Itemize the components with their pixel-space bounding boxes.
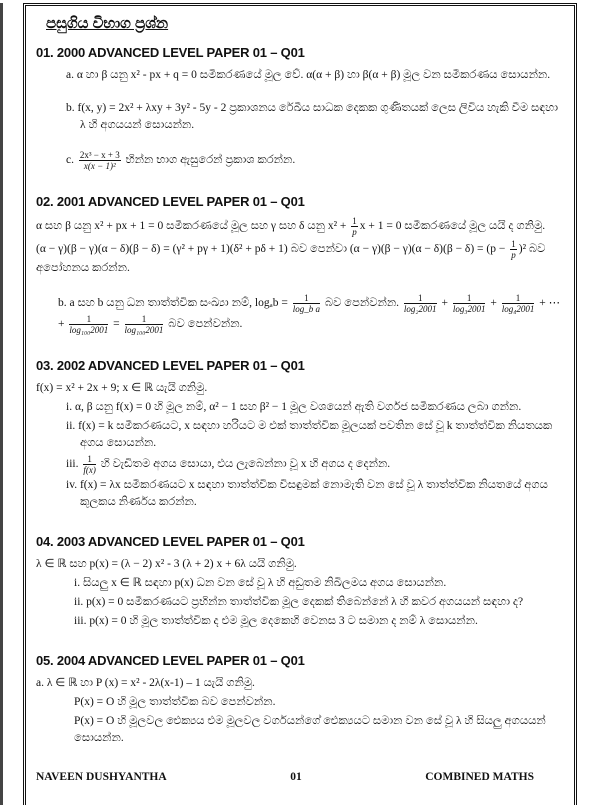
question-line [36,594,564,611]
fraction-denominator: f(x) [83,465,96,475]
fraction-denominator: p [352,227,357,237]
question-line [36,418,564,452]
page-footer [36,769,564,785]
question-5 [36,652,564,747]
question-heading: 03. 2002 ADVANCED LEVEL PAPER 01 – Q01 [36,358,305,373]
fraction-numerator: 1 [83,454,96,465]
text-run: බව පෙන්වන්න. [322,297,402,310]
fraction [502,293,535,314]
text-run: b. a සහ b යනු ධන තාත්ත්වික සංඛ්‍යා නම්, logₐb = [58,297,291,310]
question-line [36,454,564,475]
question-heading: 02. 2001 ADVANCED LEVEL PAPER 01 – Q01 [36,194,305,209]
text-run: (α − γ)(β − γ)(α − δ)(β − δ) = (γ² + pγ + 1)(δ² + pδ + 1) බව පෙන්වා (α − γ)(β − γ)(α − δ)(β − δ) = (p − [36,243,509,256]
fraction [510,239,517,260]
question-2 [36,193,564,335]
fraction [79,150,121,171]
fraction-numerator: 1 [125,314,164,325]
fraction-denominator: log_b a [292,304,321,314]
text-run: a. α හා β යනු x² - px + q = 0 සමීකරණයේ මූල වේ. α(α + β) හා β(α + β) මූල වන සමීකරණය සොයන්න. [66,69,551,81]
question-line [36,575,564,592]
fraction-denominator: log₁₀₀2001 [69,325,109,335]
text-run: iii. [66,458,82,471]
question-line [36,399,564,416]
text-run: a. λ ∈ ℝ හා P (x) = x² - 2λ(x-1) – 1 යැයි ගනිමු. [36,677,255,689]
fraction-numerator: 2x³ − x + 3 [79,150,120,160]
question-4 [36,533,564,630]
text-run: iii. p(x) = 0 හි මූල තාත්ත්වික ද එම මූල දෙකෙහි වෙනස 3 ට සමාන ද නම් λ සොයන්න. [74,615,478,627]
fraction-numerator: 1 [69,314,108,325]
text-run: = [110,318,123,331]
question-line [36,150,564,171]
footer-page-number: 01 [290,771,302,783]
text-run: බව පෙන්වන්න. [165,318,243,331]
page-title: පසුගිය විභාග ප්‍රශ්න [46,15,169,32]
question-line [36,380,564,397]
question-line [36,556,564,573]
question-line [36,293,564,335]
question-heading: 05. 2004 ADVANCED LEVEL PAPER 01 – Q01 [36,653,305,668]
fraction-numerator: 1 [511,239,516,249]
text-run: + [438,297,451,310]
question-line [36,675,564,692]
fraction-denominator: log₃2001 [452,304,486,314]
fraction [293,293,320,314]
text-run: x + 1 = 0 සමීකරණයේ මූල යයි ද ගනිමු. [359,220,546,233]
text-run: P(x) = O හි මූල තාත්ත්වික බව පෙන්වන්න. [74,696,276,708]
spacer [36,86,564,98]
text-run: ii. p(x) = 0 සමීකරණයට ප්‍රභින්න තාත්ත්වික මූල දෙකක් තිබෙන්නේ λ හි කවර අගයයන් සඳහා ද? [74,596,524,608]
question-1 [36,44,564,171]
text-run: f(x) = x² + 2x + 9; x ∈ ℝ යැයි ගනිමු. [36,382,208,394]
fraction-denominator: x(x − 1)² [83,161,116,171]
text-run: + ⋯ + [58,297,561,331]
question-heading: 04. 2003 ADVANCED LEVEL PAPER 01 – Q01 [36,534,305,549]
fraction-numerator: 1 [404,293,437,304]
fraction-denominator: log₂2001 [403,304,437,314]
fraction [453,293,486,314]
text-run: )² බව අපෝහනය කරන්න. [36,243,546,274]
text-run: b. f(x, y) = 2x² + λxy + 3y² - 5y - 2 ප්‍රකාශනය රේඛීය සාධක දෙකක ගුණිතයක් ලෙස ලිවිය හැකි වීම සඳහා λ හි අගයයන් සොයන්න. [66,102,558,131]
text-run: λ ∈ ℝ සහ p(x) = (λ − 2) x² - 3 (λ + 2) x + 6λ යයි ගනිමු. [36,558,297,570]
text-run: හි වැඩිතම අගය සොයා, එය ලැබෙන්නා වූ x හි අගය ද දෙන්න. [97,458,391,471]
footer-subject: COMBINED MATHS [425,771,534,783]
text-run: ii. f(x) = k සමීකරණයට, x සඳහා හරියට ම එක් තාත්ත්වික මූලයක් පවතින සේ වූ k තාත්ත්වික නියතයක අගය සොයන්න. [66,420,553,449]
question-line [36,477,564,511]
text-run: i. α, β යනු f(x) = 0 හි මූල නම්, α² − 1 සහ β² − 1 මූල වශයෙන් ඇති වර්ගජ සමීකරණය ලබා ගන්න. [66,401,522,413]
fraction-numerator: 1 [352,216,357,226]
fraction-denominator: log₁₀₀2001 [124,325,164,335]
fraction [404,293,437,314]
question-line [36,100,564,134]
text-run: භින්න භාග ඇසුරෙන් ප්‍රකාශ කරන්න. [122,154,296,167]
text-run: + [487,297,500,310]
question-3 [36,357,564,511]
question-heading: 01. 2000 ADVANCED LEVEL PAPER 01 – Q01 [36,45,305,60]
question-line [36,216,564,237]
fraction [125,314,164,335]
fraction-numerator: 1 [453,293,486,304]
fraction [69,314,108,335]
question-line [36,713,564,747]
fraction [83,454,96,475]
footer-author: NAVEEN DUSHYANTHA [36,771,167,783]
spacer [36,279,564,291]
text-run: i. සියලු x ∈ ℝ සඳහා p(x) ධන වන සේ වූ λ හි අඩුතම නිඛිලමය අගය සොයන්න. [74,577,447,589]
fraction [351,216,358,237]
document-page [23,3,577,805]
spacer [36,136,564,148]
text-run: c. [66,154,77,167]
fraction-denominator: log₄2001 [501,304,535,314]
text-run: iv. f(x) = λx සමීකරණයට x සඳහා තාත්ත්වික විසඳුමක් නොමැති වන සේ වූ λ තාත්ත්වික නියතයේ අගය කුලකය නිර්ණය කරන්න. [66,479,548,508]
text-run: α සහ β යනු x² + px + 1 = 0 සමීකරණයේ මූල සහ γ සහ δ යනු x² + [36,220,350,233]
fraction-denominator: p [511,250,516,260]
question-line [36,239,564,277]
question-line [36,613,564,630]
question-line [36,67,564,84]
question-line [36,694,564,711]
window-edge [0,3,3,805]
fraction-numerator: 1 [293,293,320,304]
fraction-numerator: 1 [502,293,535,304]
text-run: P(x) = O හි මූලවල ඓක්‍යය එම මූලවල වර්ගයන්ගේ ඓක්‍යයට සමාන වන සේ වූ λ හි සියලු අගයයන් සොයන්න. [74,715,546,744]
